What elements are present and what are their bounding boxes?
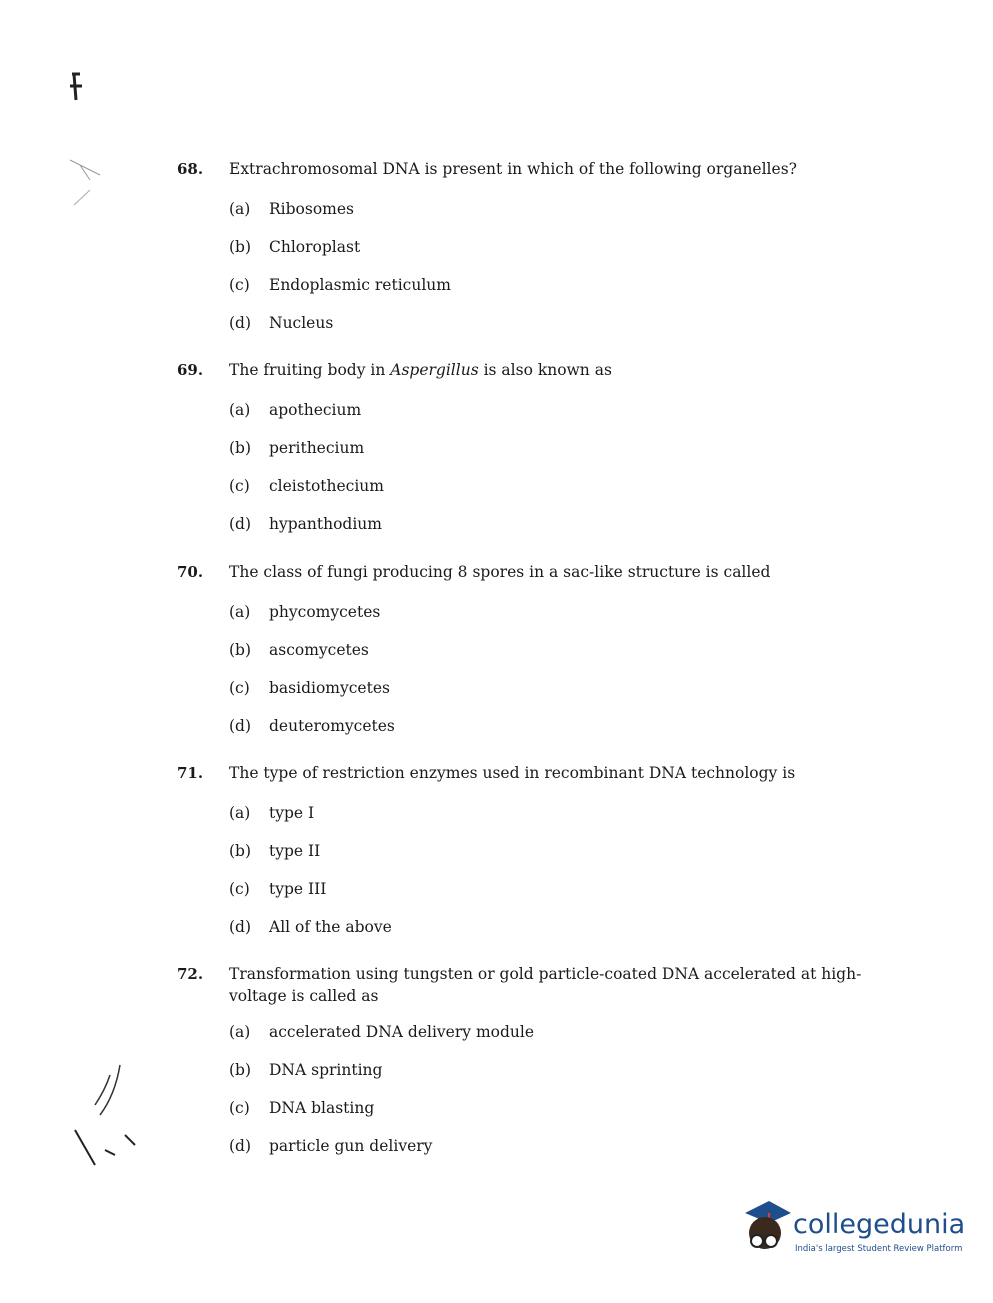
option-letter: (d) [229,515,252,533]
option-letter: (c) [229,880,250,898]
option-letter: (c) [229,679,250,697]
collegedunia-logo[interactable] [735,1195,970,1265]
question-68 [177,158,917,342]
question-text-start: The fruiting body in [229,361,391,379]
question-text: The class of fungi producing 8 spores in a sac-like structure is called [229,563,771,581]
option-b [229,832,917,870]
question-text-italic: Aspergillus [390,361,479,379]
question-number: 69. [177,361,204,379]
mascot-icon [735,1195,793,1259]
option-letter: (d) [229,1137,252,1155]
option-c [229,870,917,908]
question-number: 70. [177,563,204,581]
option-text: particle gun delivery [269,1137,433,1155]
option-letter: (c) [229,1099,250,1117]
question-text [229,359,917,381]
handwritten-marks [65,1055,155,1185]
option-letter: (a) [229,804,251,822]
question-text: Extrachromosomal DNA is present in which of the following organelles? [229,160,797,178]
option-letter: (c) [229,276,250,294]
question-72 [177,963,917,1165]
option-letter: (a) [229,200,251,218]
option-c [229,669,917,707]
option-text: phycomycetes [269,603,381,621]
question-text: Transformation using tungsten or gold particle-coated DNA accelerated at high-voltage is called as [229,965,862,1005]
scan-marks-top [60,60,140,210]
option-a [229,190,917,228]
option-letter: (d) [229,314,252,332]
option-b [229,631,917,669]
option-letter: (c) [229,477,250,495]
option-letter: (d) [229,717,252,735]
option-text: type I [269,804,315,822]
option-d [229,908,917,946]
option-b [229,1051,917,1089]
question-71 [177,762,917,946]
option-letter: (b) [229,641,252,659]
option-d [229,1127,917,1165]
option-a [229,794,917,832]
option-text: Ribosomes [269,200,354,218]
option-letter: (b) [229,238,252,256]
question-number: 71. [177,764,204,782]
option-letter: (d) [229,918,252,936]
option-text: Endoplasmic reticulum [269,276,451,294]
option-d [229,304,917,342]
option-c [229,266,917,304]
option-text: Nucleus [269,314,334,332]
option-text: hypanthodium [269,515,382,533]
option-text: accelerated DNA delivery module [269,1023,535,1041]
option-text: ascomycetes [269,641,369,659]
option-a [229,391,917,429]
option-b [229,228,917,266]
question-text: The type of restriction enzymes used in recombinant DNA technology is [229,764,796,782]
question-70 [177,561,917,745]
option-text: perithecium [269,439,365,457]
option-text: All of the above [269,918,392,936]
option-a [229,593,917,631]
option-letter: (b) [229,1061,252,1079]
option-text: apothecium [269,401,362,419]
option-c [229,467,917,505]
option-letter: (a) [229,603,251,621]
option-letter: (b) [229,842,252,860]
logo-tagline: India's largest Student Review Platform [795,1244,963,1254]
option-text: type II [269,842,321,860]
option-text: DNA sprinting [269,1061,383,1079]
option-text: DNA blasting [269,1099,375,1117]
option-letter: (b) [229,439,252,457]
option-text: cleistothecium [269,477,384,495]
option-text: basidiomycetes [269,679,390,697]
logo-wordmark: collegedunia [793,1209,966,1240]
question-number: 68. [177,160,204,178]
option-b [229,429,917,467]
question-69 [177,359,917,543]
option-letter: (a) [229,401,251,419]
question-number: 72. [177,965,204,983]
option-text: Chloroplast [269,238,361,256]
option-text: deuteromycetes [269,717,395,735]
option-letter: (a) [229,1023,251,1041]
option-c [229,1089,917,1127]
option-d [229,707,917,745]
question-text-end: is also known as [478,361,612,379]
option-text: type III [269,880,327,898]
option-d [229,505,917,543]
option-a [229,1013,917,1051]
